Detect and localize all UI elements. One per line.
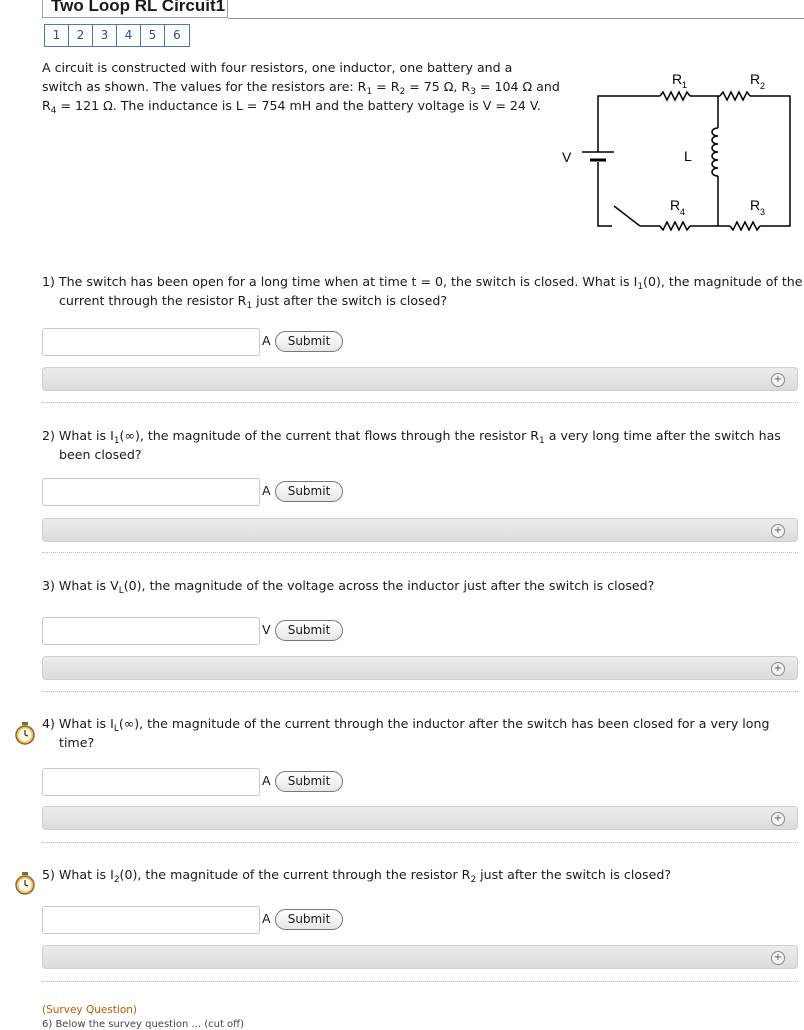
label-r2: R (750, 71, 761, 87)
label-r2-sub: 2 (760, 81, 766, 91)
answer-input-1[interactable] (42, 328, 260, 356)
unit-1: A (262, 333, 271, 348)
unit-2: A (262, 483, 271, 498)
divider (42, 402, 798, 403)
inductor-icon (712, 128, 718, 176)
hint-bar-1[interactable] (42, 367, 798, 391)
survey-question-text: 6) Below the survey question ... (cut off) (42, 1019, 244, 1030)
question-3: 3) What is $V_L(0)$, the magnitude of the voltage across the inductor just after the switch is closed? (42, 578, 655, 596)
r2-resistor-icon (720, 92, 750, 100)
label-r4: R (670, 197, 681, 213)
question-4: 4) What is $I_L(\infty)$, the magnitude of the current through the inductor after the switch has been closed for a very long time? (42, 716, 770, 750)
unit-4: A (262, 773, 271, 788)
hint-bar-2[interactable] (42, 518, 798, 542)
stopwatch-icon (14, 722, 36, 746)
switch-icon (614, 206, 640, 226)
r1-resistor-icon (660, 92, 690, 100)
hint-bar-3[interactable] (42, 656, 798, 680)
stopwatch-icon (14, 872, 36, 896)
r4-resistor-icon (660, 222, 690, 230)
label-r4-sub: 4 (680, 207, 686, 217)
page-tab-6[interactable]: 6 (165, 25, 189, 46)
page-title: Two Loop RL Circuit1 (42, 0, 228, 18)
page-tabs (44, 24, 190, 47)
intro-line-2: switch as shown. The values for the resistors are: $R_1 = R_2 = 75$ Ω, $R_3 = 104$ Ω and (42, 79, 560, 97)
expand-plus-icon[interactable]: + (771, 951, 785, 965)
intro-line-3: $R_4 = 121$ Ω. The inductance is L = 754 mH and the battery voltage is V = 24 V. (42, 98, 541, 116)
page-tab-2[interactable]: 2 (69, 25, 93, 46)
label-inductor: L (684, 148, 692, 164)
page-tab-3[interactable]: 3 (93, 25, 117, 46)
submit-button-1[interactable]: Submit (275, 331, 343, 352)
label-r3-sub: 3 (760, 207, 766, 217)
survey-question-label: (Survey Question) (42, 1004, 138, 1016)
r3-resistor-icon (730, 222, 760, 230)
label-r1-sub: 1 (682, 80, 688, 90)
submit-button-2[interactable]: Submit (275, 481, 343, 502)
page-tab-1[interactable]: 1 (45, 25, 69, 46)
submit-button-5[interactable]: Submit (275, 909, 343, 930)
unit-5: A (262, 911, 271, 926)
answer-input-5[interactable] (42, 906, 260, 934)
expand-plus-icon[interactable]: + (771, 524, 785, 538)
expand-plus-icon[interactable]: + (771, 662, 785, 676)
divider (42, 981, 798, 982)
label-r1: R (672, 71, 683, 87)
problem-statement (42, 58, 562, 115)
question-5: 5) What is $I_2(0)$, the magnitude of the current through the resistor $R_2$ just after the switch is closed? (42, 867, 672, 885)
divider (42, 552, 798, 553)
circuit-diagram (556, 66, 796, 238)
hint-bar-5[interactable] (42, 945, 798, 969)
label-battery: V (562, 149, 572, 165)
label-r3: R (750, 197, 761, 213)
divider (42, 842, 798, 843)
answer-input-4[interactable] (42, 768, 260, 796)
expand-plus-icon[interactable]: + (771, 373, 785, 387)
answer-input-2[interactable] (42, 478, 260, 506)
hint-bar-4[interactable] (42, 806, 798, 830)
battery-icon (582, 152, 614, 160)
title-divider (228, 18, 804, 19)
divider (42, 691, 798, 692)
question-1: 1) The switch has been open for a long time when at time t = 0, the switch is closed. What is $I_1(0)$, the magnitude of the current through the resistor $R_1$ just after the switch is closed? (42, 274, 803, 311)
page-tab-4[interactable]: 4 (117, 25, 141, 46)
unit-3: V (262, 622, 271, 637)
answer-input-3[interactable] (42, 617, 260, 645)
page-tab-5[interactable]: 5 (141, 25, 165, 46)
expand-plus-icon[interactable]: + (771, 812, 785, 826)
submit-button-3[interactable]: Submit (275, 620, 343, 641)
submit-button-4[interactable]: Submit (275, 771, 343, 792)
intro-line-1: A circuit is constructed with four resistors, one inductor, one battery and a (42, 60, 513, 75)
question-2: 2) What is $I_1(\infty)$, the magnitude of the current that flows through the resistor $R_1$ a very long time after the switch has been closed? (42, 428, 781, 462)
